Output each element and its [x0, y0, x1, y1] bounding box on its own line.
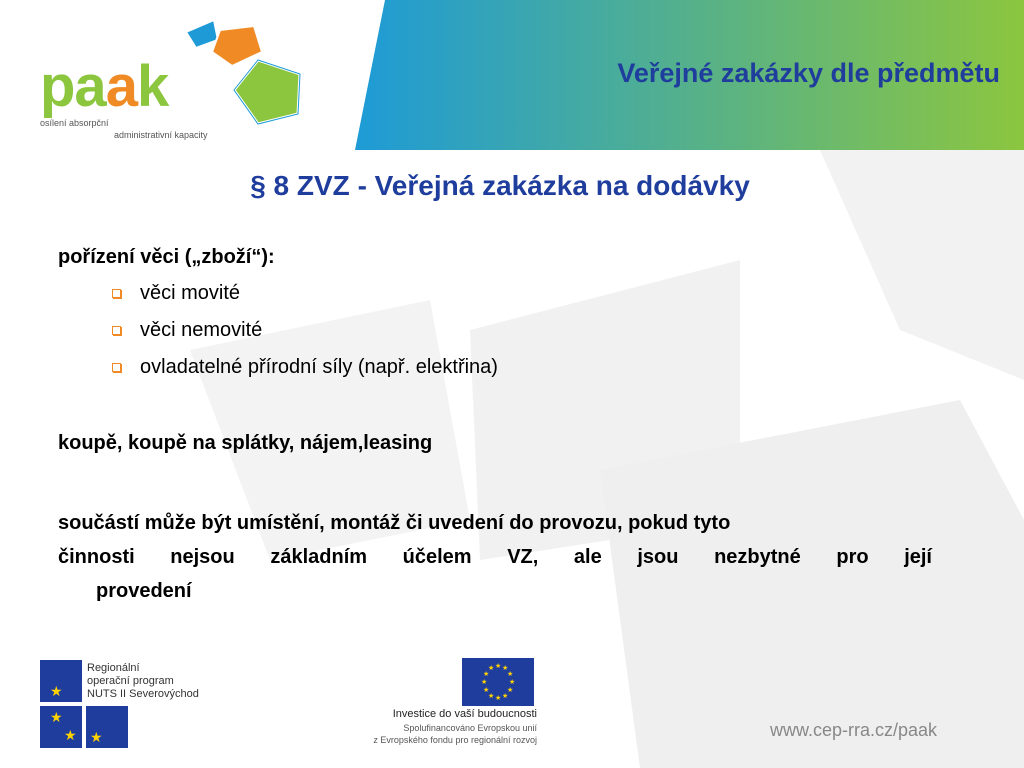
svg-text:★: ★ [483, 670, 490, 678]
paragraph-installation [58, 506, 932, 608]
paragraph-line-3: provedení [96, 580, 192, 602]
svg-text:★: ★ [483, 686, 490, 694]
svg-text:★: ★ [509, 678, 516, 686]
list-item: věci movité [58, 279, 932, 316]
invest-slogan: Investice do vaší budoucnosti [392, 708, 537, 720]
cofinance-text: Spolufinancováno Evropskou unií z Evropského fondu pro regionální rozvoj [373, 723, 537, 745]
svg-text:★: ★ [488, 664, 495, 672]
svg-text:★: ★ [507, 686, 514, 694]
square-bullet-icon [112, 326, 121, 335]
square-bullet-icon [112, 289, 121, 298]
paragraph-purchase: koupě, koupě na splátky, nájem,leasing [58, 432, 433, 454]
svg-text:★: ★ [507, 670, 514, 678]
website-url: www.cep-rra.cz/paak [770, 720, 938, 740]
paragraph-line-1: součástí může být umístění, montáž či uvedení do provozu, pokud tyto [58, 512, 731, 534]
eu-flag-icon [462, 658, 534, 706]
slide-title: § 8 ZVZ - Veřejná zakázka na dodávky [250, 170, 750, 201]
svg-text:★: ★ [50, 684, 63, 700]
paragraph-line-2: činnosti nejsou základním účelem VZ, ale jsou nezbytné pro její [58, 546, 932, 568]
rop-text: Regionální operační program NUTS II Severovýchod [87, 662, 199, 700]
list-item: věci nemovité [58, 316, 932, 353]
svg-text:★: ★ [488, 692, 495, 700]
svg-text:★: ★ [481, 678, 488, 686]
intro-text: pořízení věci („zboží“): [58, 246, 275, 268]
logo-subline-1: osílení absorpční [40, 118, 109, 128]
svg-text:★: ★ [495, 694, 502, 702]
list-item: ovladatelné přírodní síly (např. elektřina) [58, 353, 932, 390]
svg-text:★: ★ [495, 662, 502, 670]
paak-logo [36, 18, 326, 148]
slide-content [58, 246, 932, 390]
svg-text:★: ★ [502, 692, 509, 700]
svg-text:★: ★ [90, 730, 103, 746]
square-bullet-icon [112, 363, 121, 372]
bullet-list [58, 279, 932, 390]
svg-text:★: ★ [502, 664, 509, 672]
logo-subline-2: administrativní kapacity [114, 130, 208, 140]
svg-text:★: ★ [50, 710, 63, 726]
logo-wordmark: paak [40, 54, 169, 119]
svg-text:★: ★ [64, 728, 77, 744]
header-title: Veřejné zakázky dle předmětu [617, 58, 1000, 88]
